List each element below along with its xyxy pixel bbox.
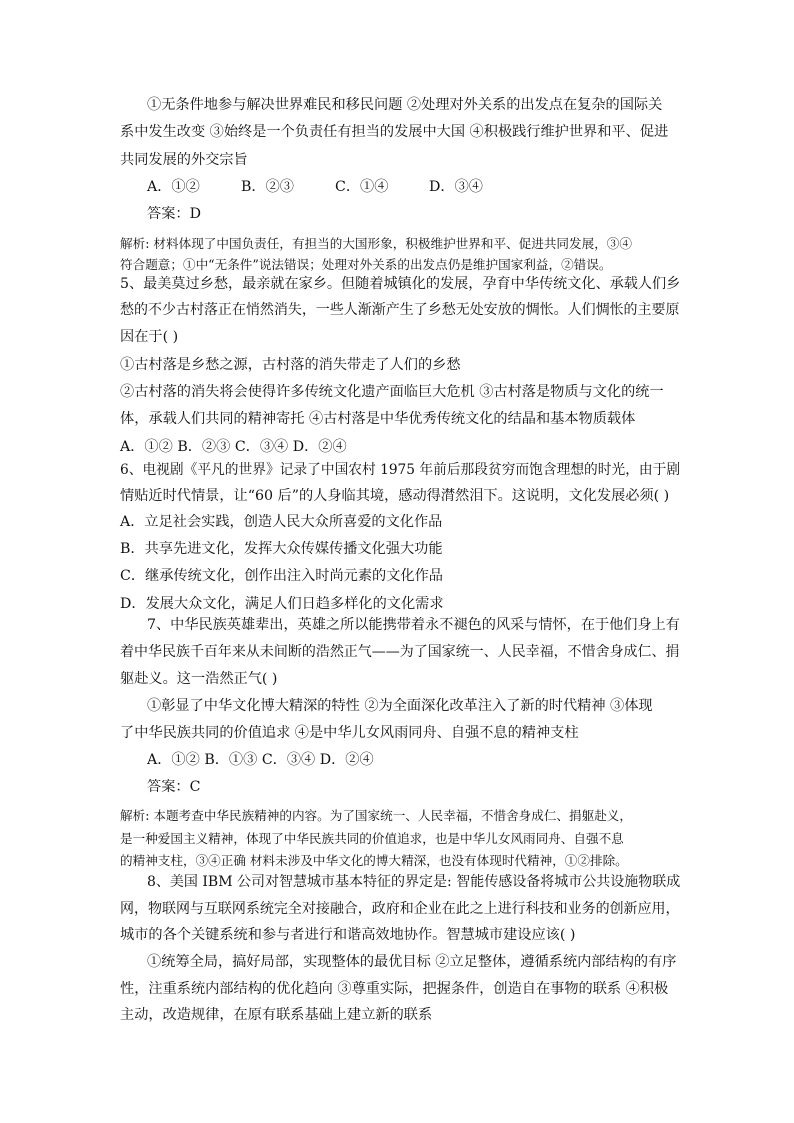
q8-stem-line-3: 城市的各个关键系统和参与者进行和谐高效地协作。智慧城市建设应该( ) [120, 927, 576, 943]
q4-statement-line-1: ①无条件地参与解决世界难民和移民问题 ②处理对外关系的出发点在复杂的国际关 [147, 97, 663, 113]
q6-option-d: D．发展大众文化，满足人们日趋多样化的文化需求 [120, 596, 444, 612]
q7-options: A．①② B．①③ C．③④ D．②④ [147, 752, 374, 768]
q4-analysis-line-1: 解析: 材料体现了中国负责任，有担当的大国形象，积极维护世界和平、促进共同发展，③④ [120, 236, 632, 251]
q5-statement-line-3: 体，承载人们共同的精神寄托 ④古村落是中华优秀传统文化的结晶和基本物质载体 [120, 411, 636, 427]
q7-stem-line-2: 着中华民族千百年来从未间断的浩然正气——为了国家统一、人民幸福，不惜舍身成仁、捐 [120, 644, 680, 660]
q4-option-b: B．②③ [241, 179, 294, 195]
q8-statement-line-3: 主动，改造规律，在原有联系基础上建立新的联系 [120, 1007, 433, 1023]
q4-option-c: C．①④ [335, 179, 389, 195]
q7-analysis-line-2: 是一种爱国主义精神，体现了中华民族共同的价值追求，也是中华儿女风雨同舟、自强不息 [120, 831, 624, 846]
q6-stem-line-1: 6、电视剧《平凡的世界》记录了中国农村 1975 年前后那段贫穷而饱含理想的时光，由于剧 [120, 462, 681, 478]
q7-statement-line-1: ①彰显了中华文化博大精深的特性 ②为全面深化改革注入了新的时代精神 ③体现 [147, 698, 653, 714]
q8-stem-line-2: 网，物联网与互联网系统完全对接融合，政府和企业在此之上进行科技和业务的创新应用， [120, 901, 680, 917]
q5-statement-line-2: ②古村落的消失将会使得许多传统文化遗产面临巨大危机 ③古村落是物质与文化的统一 [120, 384, 664, 400]
q7-statement-line-2: 了中华民族共同的价值追求 ④是中华儿女风雨同舟、自强不息的精神支柱 [120, 725, 579, 741]
q6-option-b: B．共享先进文化，发挥大众传媒传播文化强大功能 [120, 541, 443, 557]
q5-stem-line-2: 愁的不少古村落正在悄然消失，一些人渐渐产生了乡愁无处安放的惆怅。人们惆怅的主要原 [120, 302, 680, 318]
q4-answer: 答案：D [147, 206, 201, 222]
q4-statement-line-3: 共同发展的外交宗旨 [120, 152, 248, 168]
q7-analysis-line-1: 解析: 本题考查中华民族精神的内容。为了国家统一、人民幸福，不惜舍身成仁、捐躯赴义， [120, 808, 632, 823]
q8-statement-line-1: ①统筹全局，搞好局部，实现整体的最优目标 ②立足整体，遵循系统内部结构的有序 [147, 954, 677, 970]
q4-statement-line-2: 系中发生改变 ③始终是一个负责任有担当的发展中大国 ④积极践行维护世界和平、促进 [120, 124, 669, 140]
q4-option-a: A．①② [147, 179, 200, 195]
q7-analysis-line-3: 的精神支柱，③④正确 材料未涉及中华文化的博大精深，也没有体现时代精神，①②排除。 [120, 853, 628, 868]
q6-stem-line-2: 情贴近时代情景，让“60 后”的人身临其境，感动得潸然泪下。这说明，文化发展必须( ) [120, 488, 670, 504]
q7-stem-line-3: 躯赴义。这一浩然正气( ) [120, 671, 278, 687]
q8-statement-line-2: 性，注重系统内部结构的优化趋向 ③尊重实际，把握条件，创造自在事物的联系 ④积极 [120, 981, 669, 997]
q7-answer: 答案：C [147, 779, 201, 795]
q5-stem-line-3: 因在于( ) [120, 329, 179, 345]
q4-options [147, 177, 680, 197]
q5-options: A．①② B．②③ C．③④ D．②④ [120, 439, 347, 455]
q6-option-a: A．立足社会实践，创造人民大众所喜爱的文化作品 [120, 514, 443, 530]
q8-stem-line-1: 8、美国 IBM 公司对智慧城市基本特征的界定是: 智能传感设备将城市公共设施物联成 [147, 874, 681, 890]
q6-option-c: C．继承传统文化，创作出注入时尚元素的文化作品 [120, 568, 443, 584]
q4-option-d: D．③④ [429, 179, 483, 195]
q4-analysis-line-2: 符合题意；①中“无条件”说法错误；处理对外关系的出发点仍是维护国家利益，②错误。 [120, 257, 612, 272]
q7-stem-line-1: 7、中华民族英雄辈出，英雄之所以能携带着永不褪色的风采与情怀，在于他们身上有 [147, 617, 680, 633]
q5-stem-line-1: 5、最美莫过乡愁，最亲就在家乡。但随着城镇化的发展，孕育中华传统文化、承载人们乡 [120, 276, 681, 292]
q5-statement-line-1: ①古村落是乡愁之源，古村落的消失带走了人们的乡愁 [120, 357, 461, 373]
